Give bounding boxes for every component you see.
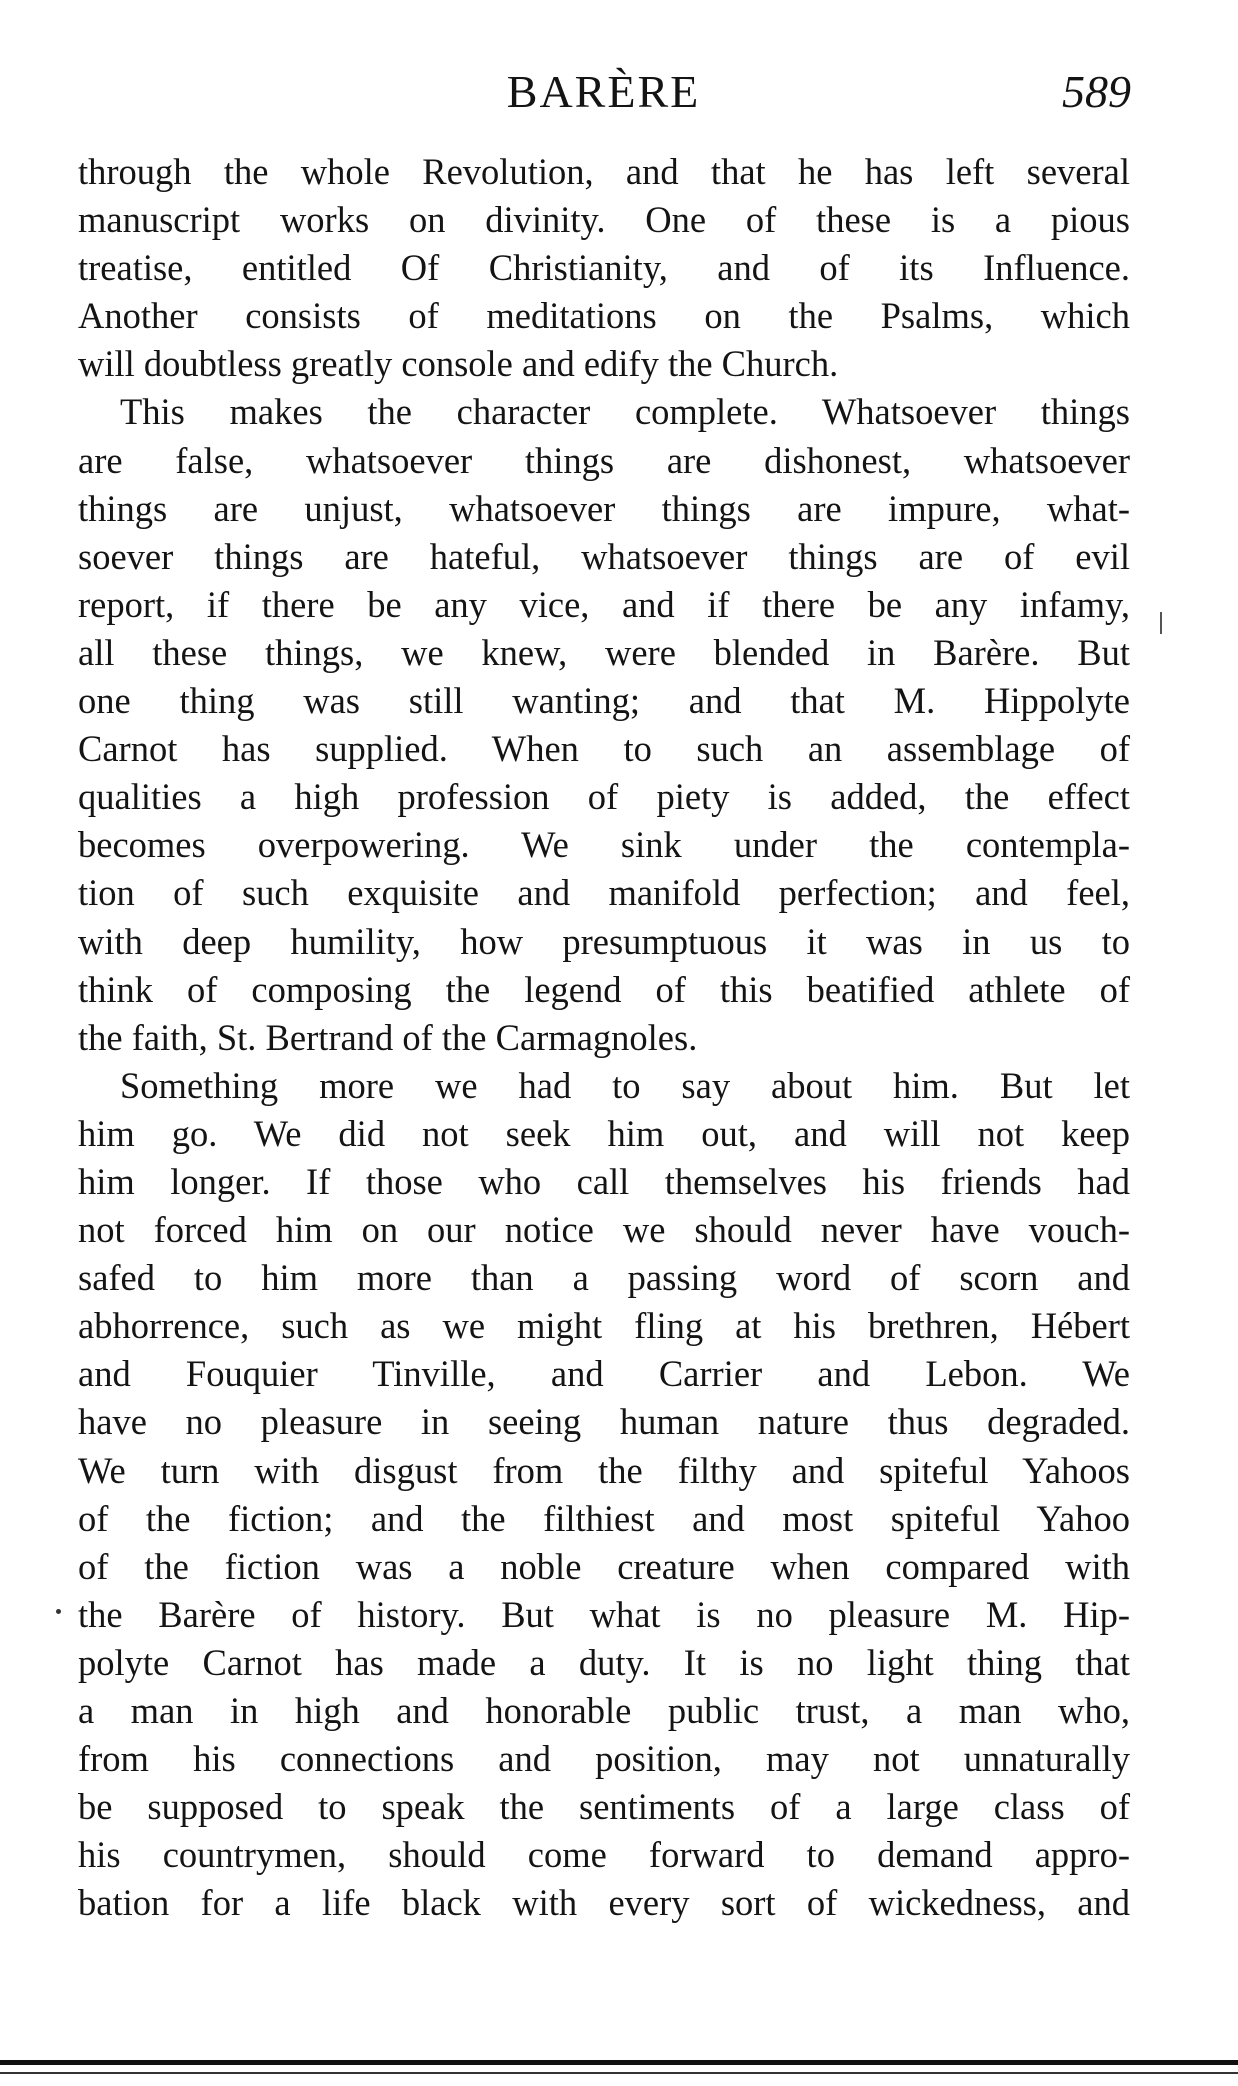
page-number: 589 (1062, 66, 1131, 117)
text-line: a man in high and honorable public trust, a man who, (78, 1690, 1130, 1731)
text-line: treatise, entitled Of Christianity, and of its Influence. (78, 247, 1130, 289)
text-line: We turn with disgust from the filthy and spiteful Yahoos (78, 1449, 1130, 1491)
text-line: tion of such exquisite and manifold perfection; and feel, (78, 872, 1130, 914)
text-line: polyte Carnot has made a duty. It is no light thing that (78, 1641, 1130, 1683)
text-line: the Barère of history. But what is no pleasure M. Hip- (78, 1593, 1130, 1635)
text-line: all these things, we knew, were blended in Barère. But (78, 631, 1130, 673)
text-line: report, if there be any vice, and if there be any infamy, (78, 583, 1130, 625)
margin-mark (1160, 612, 1162, 634)
text-line: through the whole Revolution, and that he has left several (78, 151, 1130, 192)
text-line: one thing was still wanting; and that M. Hippolyte (78, 680, 1130, 722)
scan-edge-rule-thin (0, 2072, 1238, 2074)
text-line: him longer. If those who call themselves his friends had (78, 1160, 1130, 1202)
text-line: are false, whatsoever things are dishonest, whatsoever (78, 439, 1130, 481)
text-line: with deep humility, how presumptuous it was in us to (78, 920, 1130, 962)
paragraph-first-line: This makes the character complete. Whatsoever things (120, 391, 1130, 433)
text-line: soever things are hateful, whatsoever things are of evil (78, 535, 1130, 577)
text-line: be supposed to speak the sentiments of a large class of (78, 1786, 1130, 1828)
text-line: Carnot has supplied. When to such an assemblage of (78, 728, 1130, 770)
text-line: him go. We did not seek him out, and will not keep (78, 1112, 1130, 1154)
text-line: safed to him more than a passing word of scorn and (78, 1257, 1130, 1299)
text-line: and Fouquier Tinville, and Carrier and Lebon. We (78, 1353, 1130, 1395)
text-line: his countrymen, should come forward to demand appro- (78, 1834, 1130, 1876)
text-line: will doubtless greatly console and edify the Church. (78, 343, 839, 385)
text-line: abhorrence, such as we might fling at his brethren, Hébert (78, 1305, 1130, 1347)
body-text (78, 148, 1130, 1927)
text-line: qualities a high profession of piety is added, the effect (78, 776, 1130, 818)
text-line: Another consists of meditations on the Psalms, which (78, 295, 1130, 337)
text-line: things are unjust, whatsoever things are impure, what- (78, 487, 1130, 529)
text-line: of the fiction was a noble creature when compared with (78, 1545, 1130, 1587)
margin-dot (56, 1609, 61, 1614)
text-line: manuscript works on divinity. One of these is a pious (78, 199, 1130, 241)
text-line: think of composing the legend of this beatified athlete of (78, 968, 1130, 1010)
running-head (76, 62, 1131, 126)
paragraph-first-line: Something more we had to say about him. But let (120, 1064, 1130, 1106)
text-line: not forced him on our notice we should never have vouch- (78, 1209, 1130, 1251)
text-line: have no pleasure in seeing human nature thus degraded. (78, 1401, 1130, 1443)
text-line: of the fiction; and the filthiest and most spiteful Yahoo (78, 1497, 1130, 1539)
running-title: BARÈRE (506, 66, 701, 117)
scan-edge-rule (0, 2060, 1238, 2065)
text-line: bation for a life black with every sort of wickedness, and (78, 1882, 1130, 1924)
text-line: becomes overpowering. We sink under the contempla- (78, 824, 1130, 866)
text-line: the faith, St. Bertrand of the Carmagnoles. (78, 1016, 698, 1058)
text-line: from his connections and position, may not unnaturally (78, 1738, 1130, 1780)
